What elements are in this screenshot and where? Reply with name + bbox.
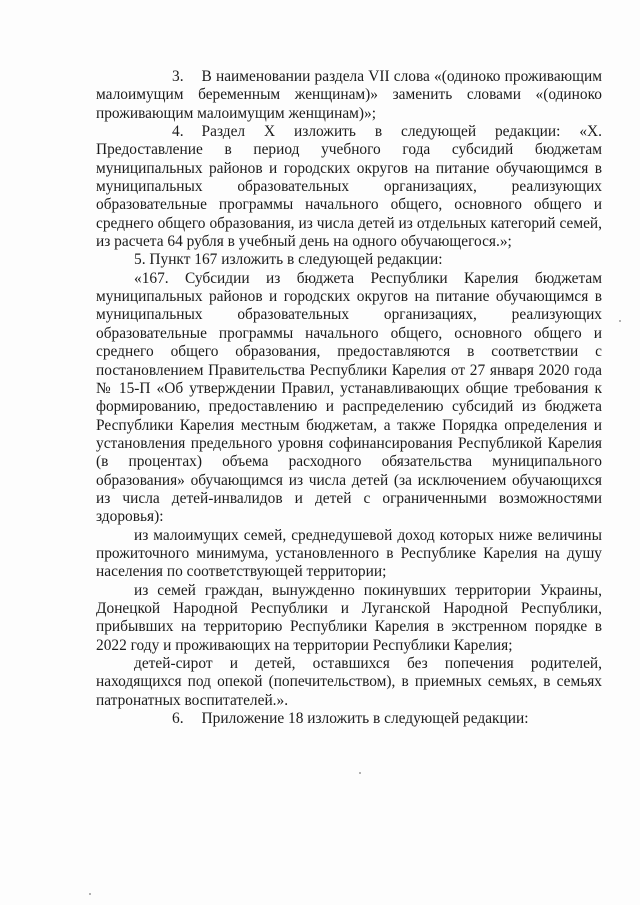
scan-speck [359,772,361,774]
paragraph-clause-167 [96,270,602,527]
paragraph-text: из семей граждан, вынужденно покинувших территории Украины, Донецкой Народной Республики и Луганской Народной Республики, прибывших на территорию Республики Карелия в экстренном порядке в 2022 году и проживающих на территории Республики Карелия; [96,581,602,654]
paragraph-text: Раздел X изложить в следующей редакции: «X. Предоставление в период учебного года субсидий бюджетам муниципальных районов и городских округов на питание обучающимся в муниципальных образовательных организациях, реализующих образовательные программы начального общего, основного общего и среднего общего образования, из числа детей из отдельных категорий семей, из расчета 64 рубля в учебный день на одного обучающегося.»; [96,123,602,251]
paragraph-text: Приложение 18 изложить в следующей редакции: [201,710,529,728]
paragraph-number: 4. [172,123,184,141]
scan-speck [89,893,91,895]
paragraph-item-5 [96,251,602,269]
paragraph-orphans [96,655,602,710]
paragraph-number: 3. [172,68,184,85]
paragraph-item-3 [96,68,602,123]
paragraph-text: 5. Пункт 167 изложить в следующей редакции: [134,251,443,269]
paragraph-low-income [96,527,602,582]
document-body [96,68,602,728]
paragraph-item-6 [96,710,602,728]
paragraph-number: 6. [172,710,184,728]
paragraph-text: В наименовании раздела VII слова «(одиноко проживающим малоимущим беременным женщинам)» заменить словами «(одиноко проживающим малоимущим женщинам)»; [96,68,602,122]
paragraph-refugees [96,582,602,655]
scan-speck [619,320,621,322]
paragraph-text: «167. Субсидии из бюджета Республики Карелия бюджетам муниципальных районов и городских округов на питание обучающимся в муниципальных образовательных организациях, реализующих образовательные программы начального общего, основного общего и среднего общего образования, предоставляются в соответствии с постановлением Правительства Республики Карелия от 27 января 2020 года № 15-П «Об утверждении Правил, устанавливающих общие требования к формированию, предоставлению и распределению субсидий из бюджета Республики Карелия местным бюджетам, а также Порядка определения и установления предельного уровня софинансирования Республикой Карелия (в процентах) объема расходного обязательства муниципального образования» обучающимся из числа детей (за исключением обучающихся из числа детей-инвалидов и детей с ограниченными возможностями здоровья): [96,269,602,526]
paragraph-text: детей-сирот и детей, оставшихся без попечения родителей, находящихся под опекой (попечительством), в приемных семьях, в семьях патронатных воспитателей.». [96,655,602,709]
paragraph-text: из малоимущих семей, среднедушевой доход которых ниже величины прожиточного минимума, установленного в Республике Карелия на душу населения по соответствующей территории; [96,526,602,581]
paragraph-item-4 [96,123,602,251]
